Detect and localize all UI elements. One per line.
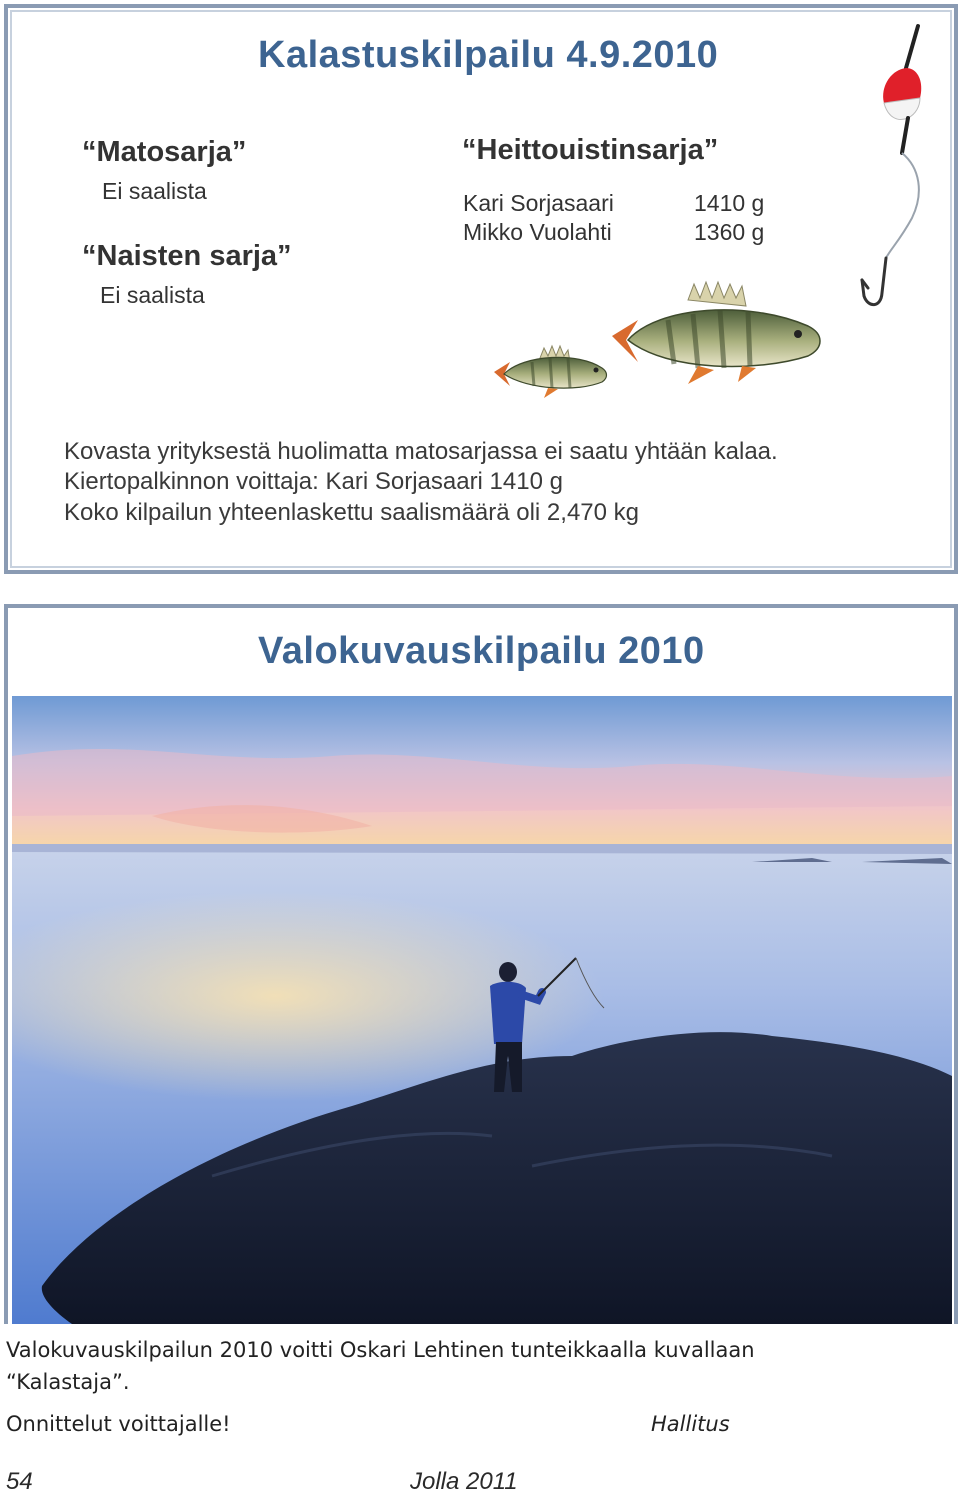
competition-title: Kalastuskilpailu 4.9.2010	[258, 34, 719, 76]
small-perch-icon	[494, 346, 607, 398]
result-name: Kari Sorjasaari	[463, 190, 614, 216]
publication-name: Jolla 2011	[410, 1468, 518, 1495]
result-weight: 1410 g	[694, 190, 765, 216]
photo-caption: Valokuvauskilpailun 2010 voitti Oskari Lehtinen tunteikkaalla kuvallaan	[6, 1338, 755, 1362]
fishing-float-illustration	[850, 18, 940, 318]
summary-line: Koko kilpailun yhteenlaskettu saalismäärä oli 2,470 kg	[64, 499, 640, 526]
matosarja-result: Ei saalista	[102, 178, 207, 204]
naisten-sarja-title: “Naisten sarja”	[82, 240, 292, 272]
congratulations-text: Onnittelut voittajalle!	[6, 1412, 231, 1436]
winning-photo	[12, 696, 952, 1324]
photo-caption: “Kalastaja”.	[6, 1370, 130, 1394]
page-number: 54	[6, 1468, 33, 1495]
summary-line: Kovasta yrityksestä huolimatta matosarjassa ei saatu yhtään kalaa.	[64, 438, 778, 465]
perch-illustration	[488, 276, 833, 400]
big-perch-icon	[612, 282, 820, 384]
result-name: Mikko Vuolahti	[463, 219, 612, 245]
summary-line: Kiertopalkinnon voittaja: Kari Sorjasaari 1410 g	[64, 468, 563, 495]
matosarja-title: “Matosarja”	[82, 136, 247, 168]
photo-contest-title: Valokuvauskilpailu 2010	[258, 630, 705, 672]
signature: Hallitus	[651, 1412, 730, 1436]
heittouistinsarja-title: “Heittouistinsarja”	[462, 134, 719, 166]
naisten-sarja-result: Ei saalista	[100, 282, 205, 308]
result-weight: 1360 g	[694, 219, 765, 245]
